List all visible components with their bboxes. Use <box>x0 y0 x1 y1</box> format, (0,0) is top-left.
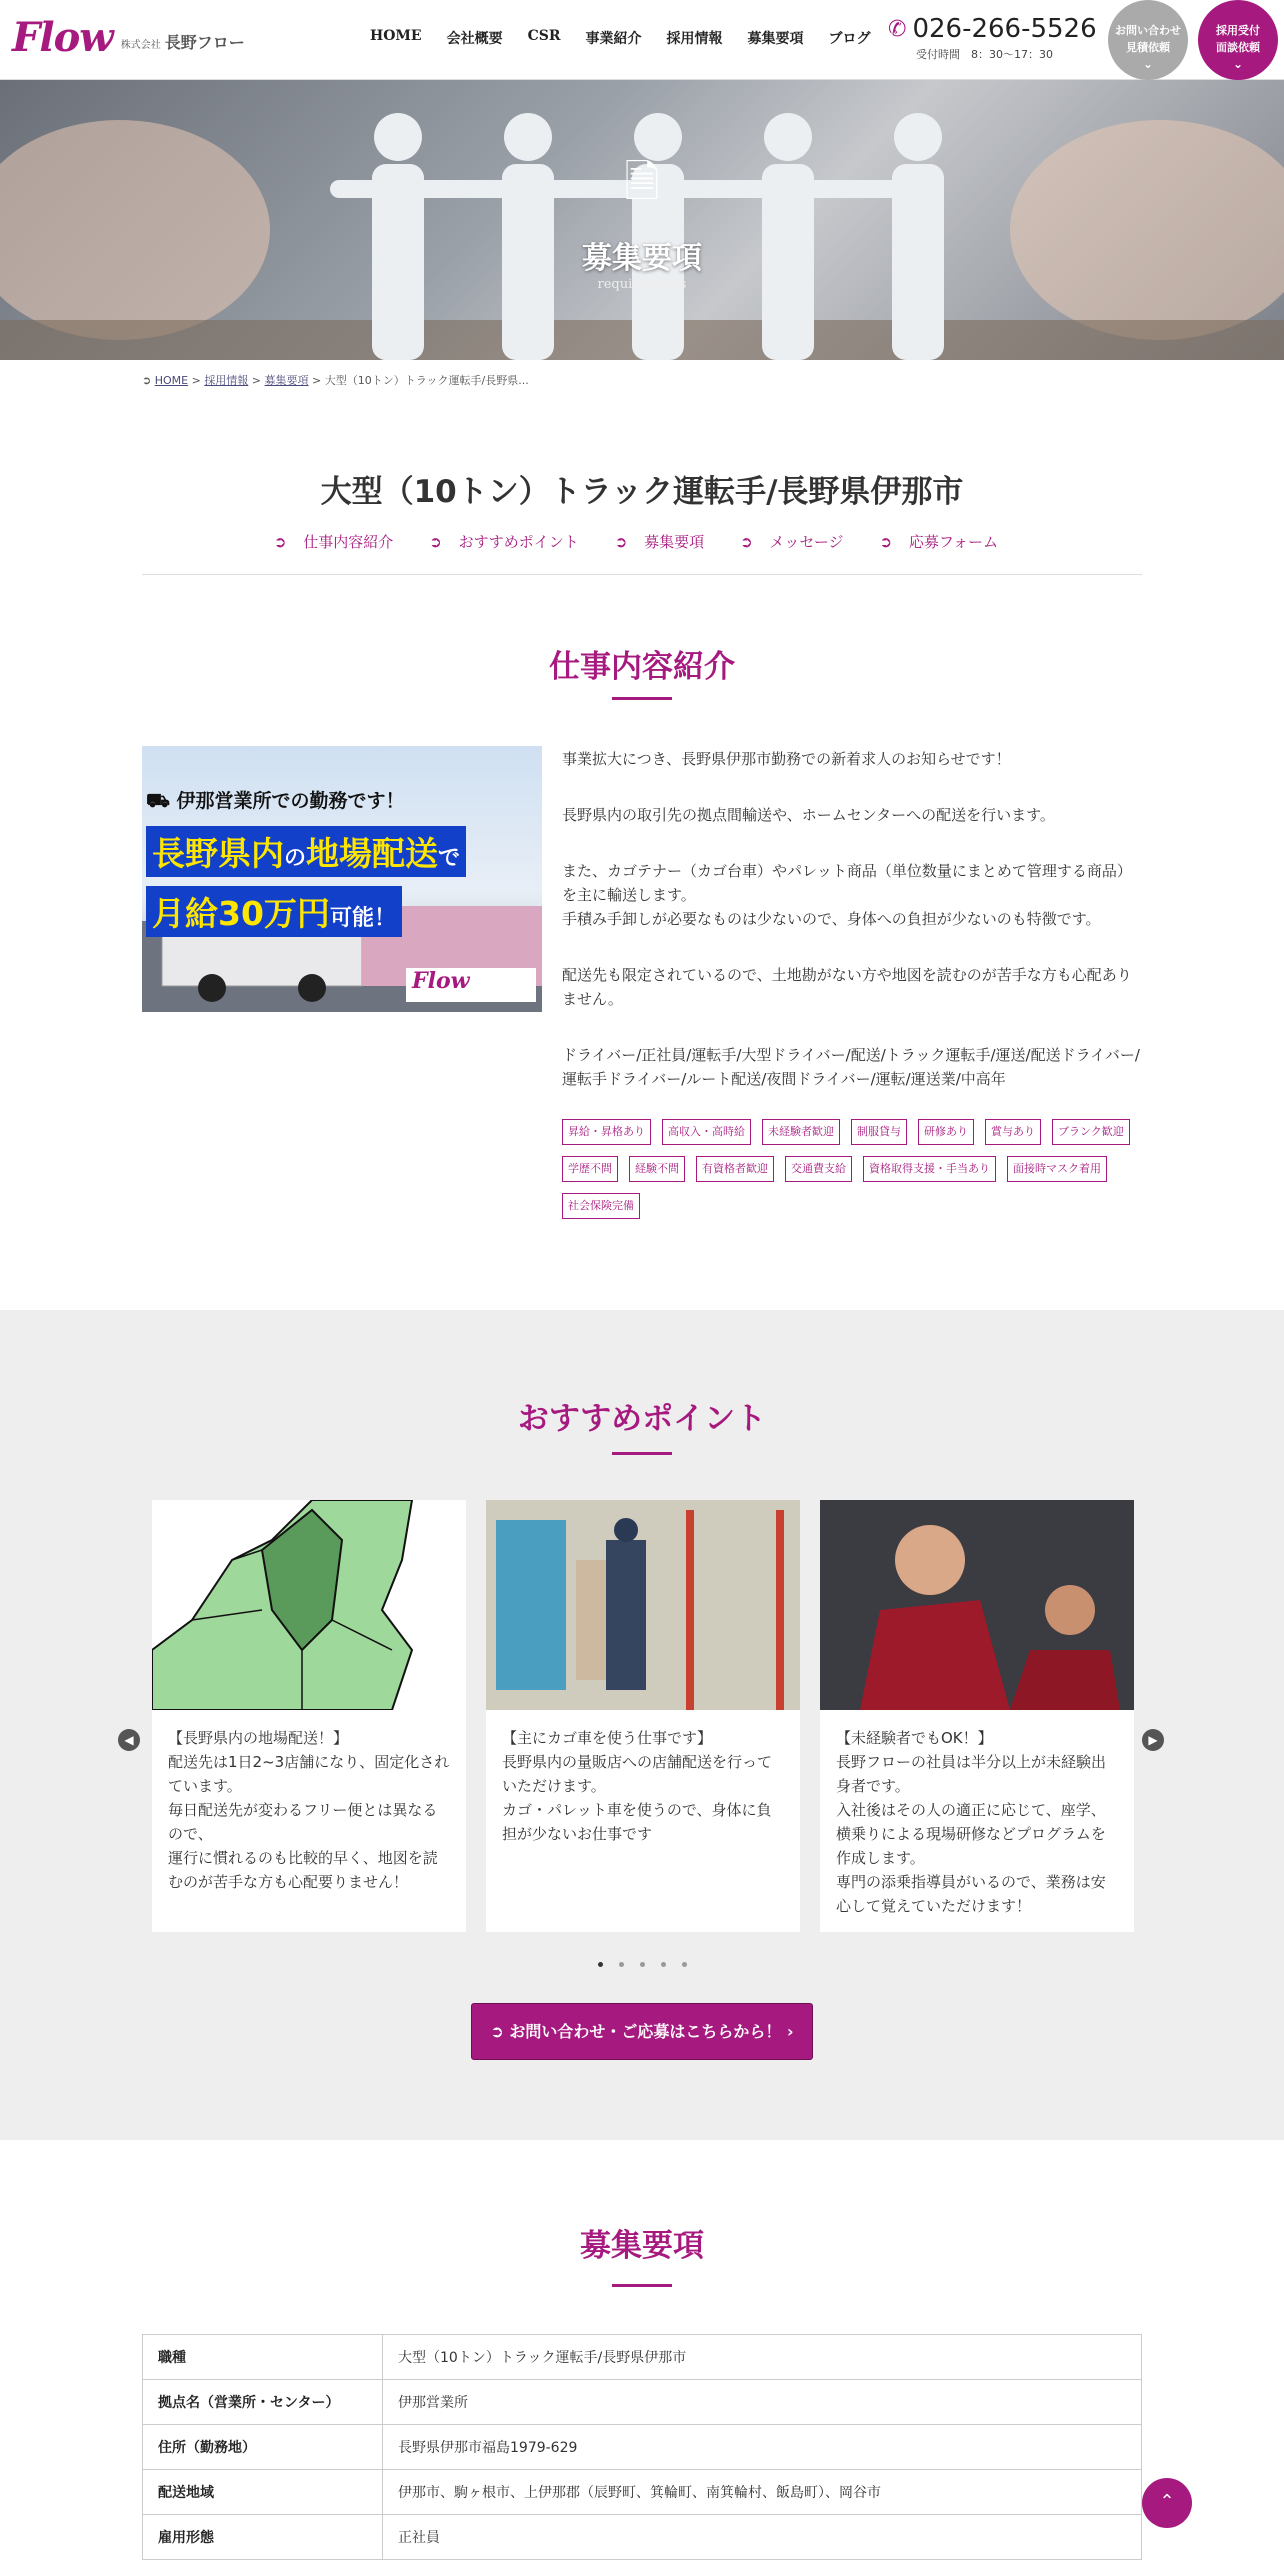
job-description <box>562 747 1142 1123</box>
recruit-button-label-2: 面談依頼 <box>1216 41 1260 54</box>
tel-block[interactable] <box>888 14 1097 62</box>
recommend-card <box>486 1500 800 1932</box>
page-top-button[interactable] <box>1142 2478 1192 2528</box>
warehouse-image <box>486 1500 800 1710</box>
slider-dot[interactable] <box>682 1962 687 1967</box>
anchor-message[interactable]: ➲ メッセージ <box>740 533 844 551</box>
tag: 制服貸与 <box>851 1119 907 1145</box>
slider-prev-button[interactable]: ◀ <box>118 1729 140 1751</box>
heading-underline <box>612 697 672 700</box>
anchor-job[interactable]: ➲ 仕事内容紹介 <box>273 533 394 551</box>
job-image-logo: Flow <box>406 968 536 1002</box>
hero-banner <box>0 80 1284 360</box>
job-image-caption: ⛟ 伊那営業所での勤務です！ <box>146 790 405 812</box>
logo-flow-text: Flow <box>12 14 113 61</box>
table-row <box>143 2425 1142 2470</box>
tag: 交通費支給 <box>785 1156 852 1182</box>
table-value: 長野県伊那市福島1979-629 <box>383 2425 1142 2470</box>
nav-csr[interactable]: CSR <box>527 28 561 44</box>
tag: 高収入・高時給 <box>662 1119 751 1145</box>
table-label: 職種 <box>143 2335 383 2380</box>
table-label: 配送地域 <box>143 2470 383 2515</box>
table-value: 伊那市、駒ヶ根市、上伊那郡（辰野町、箕輪町、南箕輪村、飯島町）、岡谷市 <box>383 2470 1142 2515</box>
global-nav <box>370 28 895 48</box>
tag: 経験不問 <box>629 1156 685 1182</box>
table-value: 正社員 <box>383 2515 1142 2560</box>
cta-apply-button[interactable] <box>471 2003 813 2060</box>
job-heading: 仕事内容紹介 <box>549 649 735 685</box>
recommend-card <box>820 1500 1134 1932</box>
tag: 研修あり <box>918 1119 974 1145</box>
slider-dot[interactable] <box>619 1962 624 1967</box>
logo-name-text: 長野フロー <box>164 33 245 52</box>
contact-button-label-2: 見積依頼 <box>1126 41 1170 54</box>
table-row <box>143 2380 1142 2425</box>
heading-underline <box>612 1452 672 1455</box>
job-image-band-1: 長野県内の地場配送で <box>146 826 466 877</box>
page-title: 大型（10トン）トラック運転手/長野県伊那市 <box>320 474 964 510</box>
nav-blog[interactable]: ブログ <box>828 31 871 47</box>
tag: 社会保険完備 <box>562 1193 640 1219</box>
tag: 面接時マスク着用 <box>1007 1156 1107 1182</box>
slider-next-button[interactable]: ▶ <box>1142 1729 1164 1751</box>
table-row <box>143 2470 1142 2515</box>
job-image-band-2: 月給30万円可能！ <box>146 886 402 937</box>
table-row <box>143 2515 1142 2560</box>
recommend-card <box>152 1500 466 1932</box>
nav-company[interactable]: 会社概要 <box>446 31 503 47</box>
document-icon: 🗎 <box>624 157 660 208</box>
circle-arrow-icon: ➲ <box>490 2022 504 2041</box>
tag: 昇給・昇格あり <box>562 1119 651 1145</box>
requirements-heading: 募集要項 <box>580 2228 704 2264</box>
chevron-up-icon: ⌃ <box>1159 2491 1175 2512</box>
contact-button[interactable] <box>1108 0 1188 80</box>
requirements-table <box>142 2334 1142 2560</box>
job-keywords: ドライバー/正社員/運転手/大型ドライバー/配送/トラック運転手/運送/配送ドライバー/運転手ドライバー/ルート配送/夜間ドライバー/運転/運送業/中高年 <box>562 1046 1140 1088</box>
tag: 有資格者歓迎 <box>696 1156 774 1182</box>
job-image <box>142 746 542 1012</box>
tel-number: 026-266-5526 <box>912 14 1097 44</box>
map-image <box>152 1500 466 1710</box>
chevron-down-icon: ⌄ <box>1142 57 1154 71</box>
tag: 賞与あり <box>985 1119 1041 1145</box>
breadcrumb-current: 大型（10トン）トラック運転手/長野県... <box>324 374 529 387</box>
recommend-card-text: 【主にカゴ車を使う仕事です】 長野県内の量販店への店舗配送を行っていただけます。 カゴ・パレット車を使うので、身体に負担が少ないお仕事です <box>502 1729 773 1843</box>
nav-recruit[interactable]: 採用情報 <box>666 31 723 47</box>
table-row <box>143 2335 1142 2380</box>
breadcrumb-requirements[interactable]: 募集要項 <box>264 374 309 387</box>
contact-button-label-1: お問い合わせ <box>1115 24 1181 37</box>
drivers-image <box>820 1500 1134 1710</box>
recommend-slider <box>152 1500 1154 1932</box>
anchor-form[interactable]: ➲ 応募フォーム <box>879 533 999 551</box>
tel-hours: 受付時間 8：30～17：30 <box>916 48 1053 61</box>
site-header <box>0 0 1284 80</box>
table-label: 住所（勤務地） <box>143 2425 383 2470</box>
tag: 資格取得支援・手当あり <box>863 1156 996 1182</box>
recommend-card-text: 【未経験者でもOK！】 長野フローの社員は半分以上が未経験出身者です。 入社後はその人の適正に応じて、座学、横乗りによる現場研修などプログラムを作成します。 専門の添乗指導員がいるので、業務は安心して覚えていただけます！ <box>836 1729 1107 1915</box>
breadcrumb-recruit[interactable]: 採用情報 <box>204 374 249 387</box>
recruit-button-label-1: 採用受付 <box>1216 24 1260 37</box>
hero-subtitle: requirements <box>597 277 687 292</box>
table-value: 大型（10トン）トラック運転手/長野県伊那市 <box>383 2335 1142 2380</box>
nav-home[interactable]: HOME <box>370 28 422 44</box>
slider-dots <box>0 1962 1284 1967</box>
chevron-right-icon: › <box>786 2022 794 2041</box>
anchor-requirements[interactable]: ➲ 募集要項 <box>614 533 705 551</box>
hero-title: 募集要項 <box>582 241 702 276</box>
tag: ブランク歓迎 <box>1052 1119 1130 1145</box>
slider-dot[interactable] <box>640 1962 645 1967</box>
tag: 未経験者歓迎 <box>762 1119 840 1145</box>
nav-business[interactable]: 事業紹介 <box>585 31 642 47</box>
table-label: 雇用形態 <box>143 2515 383 2560</box>
slider-dot[interactable] <box>661 1962 666 1967</box>
logo-corp-text: 株式会社 <box>120 40 161 51</box>
anchor-links <box>0 531 1284 552</box>
breadcrumb: ➲ HOME > 採用情報 > 募集要項 > 大型（10トン）トラック運転手/長野県... <box>142 374 529 387</box>
cta-label: お問い合わせ・ご応募はこちらから！ <box>509 2022 782 2041</box>
breadcrumb-home[interactable]: HOME <box>154 374 189 387</box>
site-logo[interactable] <box>12 14 245 61</box>
anchor-recommend[interactable]: ➲ おすすめポイント <box>429 533 579 551</box>
chevron-down-icon: ⌄ <box>1232 57 1244 71</box>
recruit-button[interactable] <box>1198 0 1278 80</box>
table-value: 伊那営業所 <box>383 2380 1142 2425</box>
nav-requirements[interactable]: 募集要項 <box>747 31 804 47</box>
job-paragraph: 事業拡大につき、長野県伊那市勤務での新着求人のお知らせです！ <box>562 750 1011 768</box>
tag: 学歴不問 <box>562 1156 618 1182</box>
divider <box>142 574 1142 575</box>
job-paragraph: 長野県内の取引先の拠点間輸送や、ホームセンターへの配送を行います。 <box>562 806 1055 824</box>
slider-dot[interactable] <box>598 1962 603 1967</box>
job-paragraph: 配送先も限定されているので、土地勘がない方や地図を読むのが苦手な方も心配ありません。 <box>562 966 1132 1008</box>
circle-arrow-icon: ➲ <box>142 374 152 387</box>
table-label: 拠点名（営業所・センター） <box>143 2380 383 2425</box>
recommend-card-text: 【長野県内の地場配送！】 配送先は1日2~3店舗になり、固定化されています。 毎日配送先が変わるフリー便とは異なるので、 運行に慣れるのも比較的早く、地図を読むのが苦手な方も心配要りません！ <box>168 1729 450 1891</box>
tag-list <box>562 1119 1142 1230</box>
recommend-heading: おすすめポイント <box>517 1401 767 1437</box>
job-paragraph: また、カゴテナー（カゴ台車）やパレット商品（単位数量にまとめて管理する商品）を主に輸送します。 手積み手卸しが必要なものは少ないので、身体への負担が少ないのも特徴です。 <box>562 862 1132 928</box>
phone-icon: ✆ <box>888 16 907 42</box>
heading-underline <box>612 2284 672 2287</box>
